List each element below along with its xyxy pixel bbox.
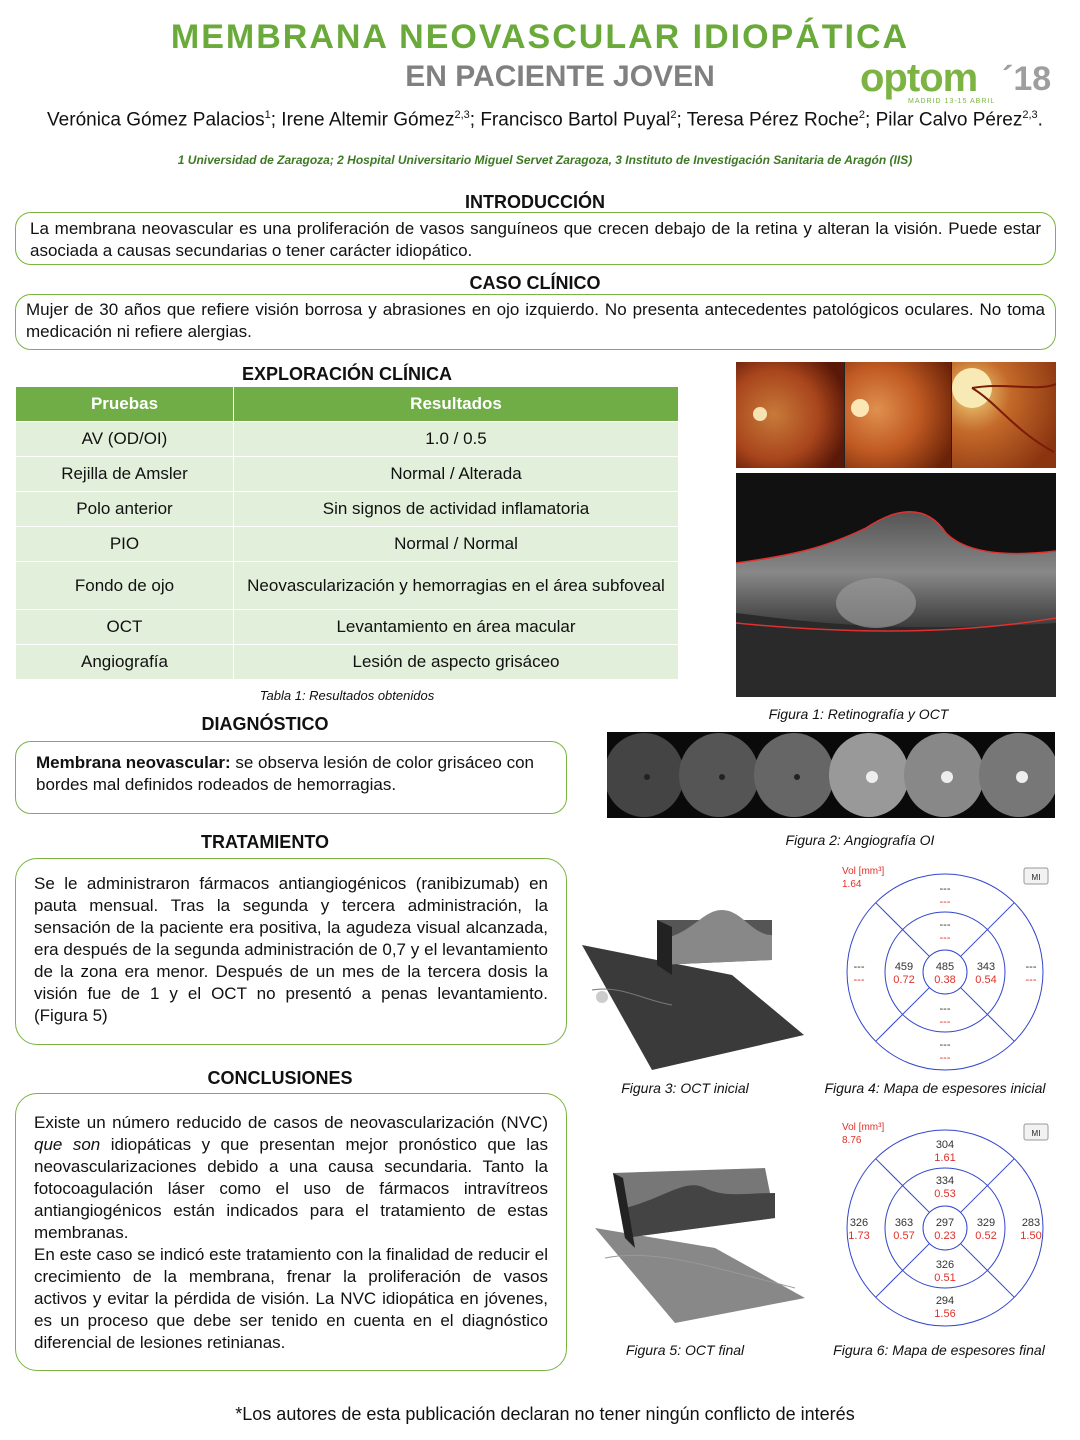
- map-volume-value: 0.72: [893, 974, 915, 986]
- cell-result: 1.0 / 0.5: [234, 422, 679, 457]
- conclusiones-p1: [34, 1112, 548, 1244]
- author-affiliation-sup: 1: [264, 109, 271, 121]
- intro-text: La membrana neovascular es una proliferación de vasos sanguíneos que crecen debajo de la retina y alteran la visión. Puede estar asociada a causas secundarias o tener carácter idiopático.: [30, 219, 1041, 260]
- author-separator: ;: [676, 109, 687, 131]
- cell-test: Rejilla de Amsler: [16, 457, 234, 492]
- map-volume-value: 1.56: [934, 1308, 956, 1320]
- retinography-svg: [736, 362, 1056, 468]
- map-thickness-value: 294: [935, 1295, 955, 1307]
- angiography-frame: [829, 733, 909, 817]
- cell-test: Angiografía: [16, 645, 234, 680]
- angiography-frame: [979, 733, 1055, 817]
- tratamiento-box: [15, 858, 567, 1045]
- map-sector-line: [876, 903, 930, 957]
- fig1-caption: Figura 1: Retinografía y OCT: [768, 706, 949, 722]
- caso-heading: CASO CLÍNICO: [469, 273, 601, 293]
- results-table-wrap: [15, 386, 679, 680]
- cell-result: Sin signos de actividad inflamatoria: [234, 492, 679, 527]
- author-name: Pilar Calvo Pérez: [875, 109, 1023, 131]
- table-row: [16, 645, 679, 680]
- conclusiones-heading: CONCLUSIONES: [207, 1068, 353, 1088]
- map-thickness-value: 304: [935, 1139, 955, 1151]
- conclusiones-p1-em: que son: [34, 1135, 101, 1154]
- logo-year: ´18: [1002, 60, 1052, 98]
- author-affiliation-sup: 2: [858, 109, 866, 121]
- oct-initial-image: [582, 905, 804, 1070]
- map-thickness-value: 283: [1021, 1217, 1041, 1229]
- fig3-caption: Figura 3: OCT inicial: [621, 1080, 749, 1096]
- map-eye-label: MI: [1031, 1129, 1041, 1138]
- col-resultados: Resultados: [234, 387, 679, 422]
- map-thickness-value: 485: [935, 961, 955, 973]
- author-separator: ;: [865, 109, 876, 131]
- diagnostico-box: [15, 741, 567, 814]
- conclusiones-p2: En este caso se indicó este tratamiento con la finalidad de reducir el crecimiento de la membrana, frenar la proliferación de vasos activos y evitar la pérdida de visión. La NVC idiopática en jóvenes, es un proceso que debe ser tenido en cuenta en el diagnóstico diferencial de lesiones retinianas.: [34, 1245, 548, 1352]
- cell-result: Levantamiento en área macular: [234, 610, 679, 645]
- intro-box: [15, 212, 1056, 265]
- map-volume-value: ---: [853, 974, 865, 986]
- angiography-frame: [607, 733, 684, 817]
- angiography-frame: [754, 733, 834, 817]
- table-caption: Tabla 1: Resultados obtenidos: [259, 688, 435, 703]
- map-sector-line: [876, 1244, 930, 1298]
- retinography-image: [736, 362, 1056, 468]
- map-vol-label: Vol [mm³]: [842, 866, 885, 877]
- map-thickness-value: 459: [894, 961, 914, 973]
- map-volume-value: 0.54: [975, 974, 997, 986]
- author-name: Irene Altemir Gómez: [281, 109, 455, 131]
- map-thickness-value: 326: [935, 1259, 955, 1271]
- oct-final-svg: [595, 1148, 805, 1323]
- fig4-caption: Figura 4: Mapa de espesores inicial: [824, 1080, 1046, 1096]
- map-sector-line: [961, 1159, 1015, 1213]
- diagnostico-text: [36, 752, 546, 796]
- table-row: [16, 610, 679, 645]
- diagnostico-heading: DIAGNÓSTICO: [201, 714, 329, 734]
- map-sector-line: [961, 988, 1015, 1042]
- tratamiento-heading: TRATAMIENTO: [201, 832, 329, 852]
- map-volume-value: 1.50: [1020, 1230, 1042, 1242]
- map-volume-value: 0.38: [934, 974, 956, 986]
- author-name: Teresa Pérez Roche: [686, 109, 859, 131]
- map-volume-value: ---: [1025, 974, 1037, 986]
- table-row: [16, 457, 679, 492]
- exploracion-heading: EXPLORACIÓN CLÍNICA: [241, 364, 452, 384]
- table-row: [16, 422, 679, 457]
- author-affiliation-sup: 2: [670, 109, 677, 121]
- map-sector-line: [876, 1159, 930, 1213]
- optic-disc-1: [753, 407, 767, 421]
- diagnostico-bold: Membrana neovascular:: [36, 753, 231, 772]
- map-thickness-value: ---: [1025, 961, 1037, 973]
- optom-logo: [860, 58, 1050, 108]
- map-volume-value: 1.61: [934, 1152, 956, 1164]
- affiliations: 1 Universidad de Zaragoza; 2 Hospital Universitario Miguel Servet Zaragoza, 3 Instituto de Investigación Sanitaria de Aragón (IIS): [177, 153, 913, 167]
- map-eye-label: MI: [1031, 873, 1041, 882]
- map-volume-value: ---: [939, 1016, 951, 1028]
- cell-test: Polo anterior: [16, 492, 234, 527]
- logo-subtitle: MADRID 13-15 ABRIL: [908, 98, 996, 105]
- map-volume-value: ---: [939, 1052, 951, 1064]
- map-sector-line: [876, 988, 930, 1042]
- map-volume-value: ---: [939, 932, 951, 944]
- cell-result: Lesión de aspecto grisáceo: [234, 645, 679, 680]
- cell-test: PIO: [16, 527, 234, 562]
- footer-disclaimer: *Los autores de esta publicación declaran no tener ningún conflicto de interés: [235, 1404, 855, 1424]
- thickness-map-initial: [836, 862, 1054, 1072]
- conclusiones-p1-b: idiopáticas y que presentan mejor pronóstico que las neovascularizaciones debido a una causa secundaria. Tanto la fotocoagulación láser como el uso de fármacos intravítreos antiangiogénicos están indicados para el tratamiento de estas membranas.: [34, 1135, 549, 1242]
- map-final-svg: [836, 1118, 1054, 1328]
- map-thickness-value: ---: [853, 961, 865, 973]
- author-name: Francisco Bartol Puyal: [480, 109, 671, 131]
- cell-result: Normal / Normal: [234, 527, 679, 562]
- table-row: [16, 492, 679, 527]
- map-thickness-value: ---: [939, 919, 951, 931]
- oct-image: [736, 473, 1056, 697]
- cell-test: AV (OD/OI): [16, 422, 234, 457]
- oct-svg: [736, 473, 1056, 697]
- author-separator: ;: [270, 109, 282, 131]
- map-thickness-value: ---: [939, 1039, 951, 1051]
- angiography-image: [607, 732, 1055, 818]
- author-separator: ;: [469, 109, 481, 131]
- map-vol-value: 1.64: [842, 879, 862, 890]
- cell-result: Normal / Alterada: [234, 457, 679, 492]
- map-volume-value: 0.52: [975, 1230, 997, 1242]
- authors: [40, 103, 1050, 132]
- angiography-svg: [607, 732, 1055, 818]
- map-volume-value: 1.73: [848, 1230, 870, 1242]
- fig5-caption: Figura 5: OCT final: [625, 1342, 745, 1358]
- author-separator: .: [1037, 109, 1043, 131]
- map-sector-line: [961, 903, 1015, 957]
- table-row: [16, 527, 679, 562]
- map-sector-line: [961, 1244, 1015, 1298]
- map-volume-value: 0.57: [893, 1230, 915, 1242]
- map-volume-value: 0.51: [934, 1272, 956, 1284]
- map-thickness-value: 326: [849, 1217, 869, 1229]
- angiography-frame: [679, 733, 759, 817]
- map-vol-value: 8.76: [842, 1135, 862, 1146]
- map-thickness-value: ---: [939, 883, 951, 895]
- oct-initial-svg: [582, 905, 804, 1070]
- map-thickness-value: ---: [939, 1003, 951, 1015]
- map-thickness-value: 329: [976, 1217, 996, 1229]
- conclusiones-box: [15, 1093, 567, 1371]
- poster-subtitle: EN PACIENTE JOVEN: [405, 60, 715, 93]
- fig2-caption: Figura 2: Angiografía OI: [785, 832, 935, 848]
- map-vol-label: Vol [mm³]: [842, 1122, 885, 1133]
- tratamiento-text: Se le administraron fármacos antiangiogénicos (ranibizumab) en pauta mensual. Tras la segunda y tercera administración, la sensación de la paciente era positiva, la agudeza visual alcanzada, era después de la segunda administración de 0,7 y el levantamiento de la zona era menor. Después de un mes de la tercera dosis la visión fue de 1 y el OCT no presentó a penas levantamiento. (Figura 5): [34, 874, 548, 1025]
- conclusiones-p1-a: Existe un número reducido de casos de neovascularización (NVC): [34, 1113, 548, 1132]
- map-thickness-value: 363: [894, 1217, 914, 1229]
- map-thickness-value: 334: [935, 1175, 955, 1187]
- intro-heading: INTRODUCCIÓN: [465, 192, 605, 212]
- diagnostico-body: se observa lesión de color grisáceo con bordes mal definidos rodeados de hemorragias.: [36, 753, 534, 794]
- cell-test: Fondo de ojo: [16, 562, 234, 610]
- table-row: [16, 562, 679, 610]
- cell-test: OCT: [16, 610, 234, 645]
- author-name: Verónica Gómez Palacios: [47, 109, 265, 131]
- fig6-caption: Figura 6: Mapa de espesores final: [833, 1342, 1045, 1358]
- poster-title: MEMBRANA NEOVASCULAR IDIOPÁTICA: [170, 18, 910, 56]
- results-table: [15, 386, 679, 680]
- angiography-frame: [904, 733, 984, 817]
- map-volume-value: ---: [939, 896, 951, 908]
- col-pruebas: Pruebas: [16, 387, 234, 422]
- thickness-map-final: [836, 1118, 1054, 1328]
- caso-text: Mujer de 30 años que refiere visión borrosa y abrasiones en ojo izquierdo. No presenta antecedentes patológicos oculares. No toma medicación ni refiere alergias.: [26, 300, 1045, 341]
- map-volume-value: 0.23: [934, 1230, 956, 1242]
- cell-result: Neovascularización y hemorragias en el área subfoveal: [234, 562, 679, 610]
- logo-word: optom: [860, 56, 978, 100]
- map-initial-svg: [836, 862, 1054, 1072]
- author-affiliation-sup: 2,3: [1022, 109, 1038, 121]
- map-thickness-value: 343: [976, 961, 996, 973]
- caso-box: [15, 294, 1056, 350]
- oct-final-image: [595, 1148, 805, 1323]
- map-volume-value: 0.53: [934, 1188, 956, 1200]
- map-thickness-value: 297: [935, 1217, 955, 1229]
- optic-disc-2: [851, 399, 869, 417]
- author-affiliation-sup: 2,3: [454, 109, 470, 121]
